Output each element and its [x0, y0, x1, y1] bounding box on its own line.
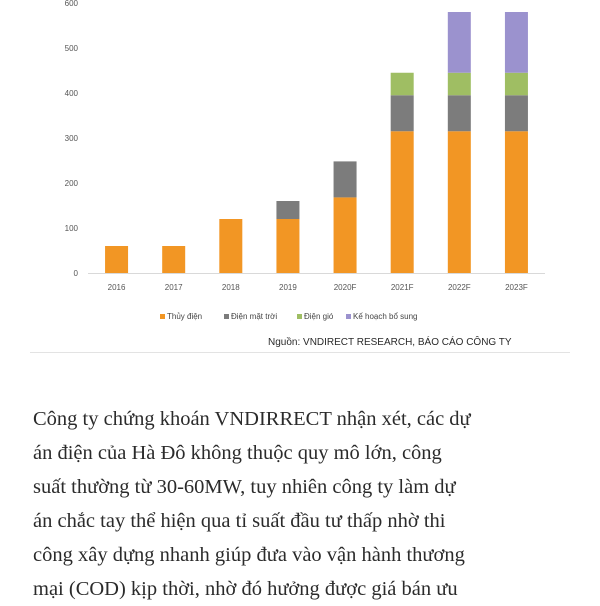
- bar-segment: [505, 73, 528, 96]
- bar-segment: [391, 95, 414, 131]
- y-tick-label: 200: [64, 179, 78, 188]
- bar-segment: [334, 161, 357, 197]
- x-tick-label: 2018: [221, 283, 240, 292]
- bar-segment: [448, 95, 471, 131]
- x-tick-label: 2019: [279, 283, 297, 292]
- bar-segment: [276, 219, 299, 273]
- bar-segment: [391, 131, 414, 273]
- x-tick-label: 2022F: [447, 283, 471, 292]
- bar-segment: [505, 12, 528, 73]
- bar-segment: [448, 12, 471, 73]
- bar-segment: [105, 246, 128, 273]
- y-tick-label: 600: [64, 0, 78, 8]
- legend-label: Điện gió: [304, 312, 334, 321]
- y-tick-label: 300: [64, 134, 78, 143]
- article-line: Công ty chứng khoán VNDIRRECT nhận xét, các dự: [33, 408, 471, 430]
- article-line: án chắc tay thể hiện qua tỉ suất đầu tư thấp nhờ thi: [33, 510, 446, 532]
- x-tick-label: 2017: [164, 283, 183, 292]
- legend-swatch: [160, 314, 165, 319]
- article-line: án điện của Hà Đô không thuộc quy mô lớn, công: [33, 442, 442, 464]
- bar-segment: [505, 95, 528, 131]
- legend-label: Điện mặt trời: [231, 312, 278, 321]
- article-line: công xây dựng nhanh giúp đưa vào vận hành thương: [33, 544, 465, 566]
- legend-label: Kế hoạch bổ sung: [353, 312, 418, 321]
- article-paragraph: [33, 402, 581, 606]
- legend-label: Thủy điện: [167, 312, 203, 321]
- legend-swatch: [297, 314, 302, 319]
- y-tick-label: 100: [64, 224, 78, 233]
- bar-segment: [448, 131, 471, 273]
- x-tick-label: 2020F: [333, 283, 357, 292]
- bar-segment: [391, 73, 414, 96]
- x-tick-label: 2021F: [390, 283, 414, 292]
- chart-source-note: Nguồn: VNDIRECT RESEARCH, BÁO CÁO CÔNG TY: [268, 337, 512, 348]
- legend-swatch: [346, 314, 351, 319]
- x-tick-label: 2023F: [505, 283, 528, 292]
- x-tick-label: 2016: [107, 283, 126, 292]
- bar-segment: [276, 201, 299, 219]
- bar-segment: [448, 73, 471, 96]
- bar-segment: [334, 197, 357, 273]
- article-line: suất thường từ 30-60MW, tuy nhiên công ty làm dự: [33, 476, 456, 498]
- y-tick-label: 400: [64, 89, 78, 98]
- y-tick-label: 0: [73, 269, 78, 278]
- bar-segment: [505, 131, 528, 273]
- article-line: mại (COD) kịp thời, nhờ đó hưởng được giá bán ưu: [33, 578, 458, 600]
- bar-segment: [162, 246, 185, 273]
- bar-segment: [219, 219, 242, 273]
- chart-divider: [30, 352, 570, 353]
- legend-swatch: [224, 314, 229, 319]
- y-tick-label: 500: [64, 44, 78, 53]
